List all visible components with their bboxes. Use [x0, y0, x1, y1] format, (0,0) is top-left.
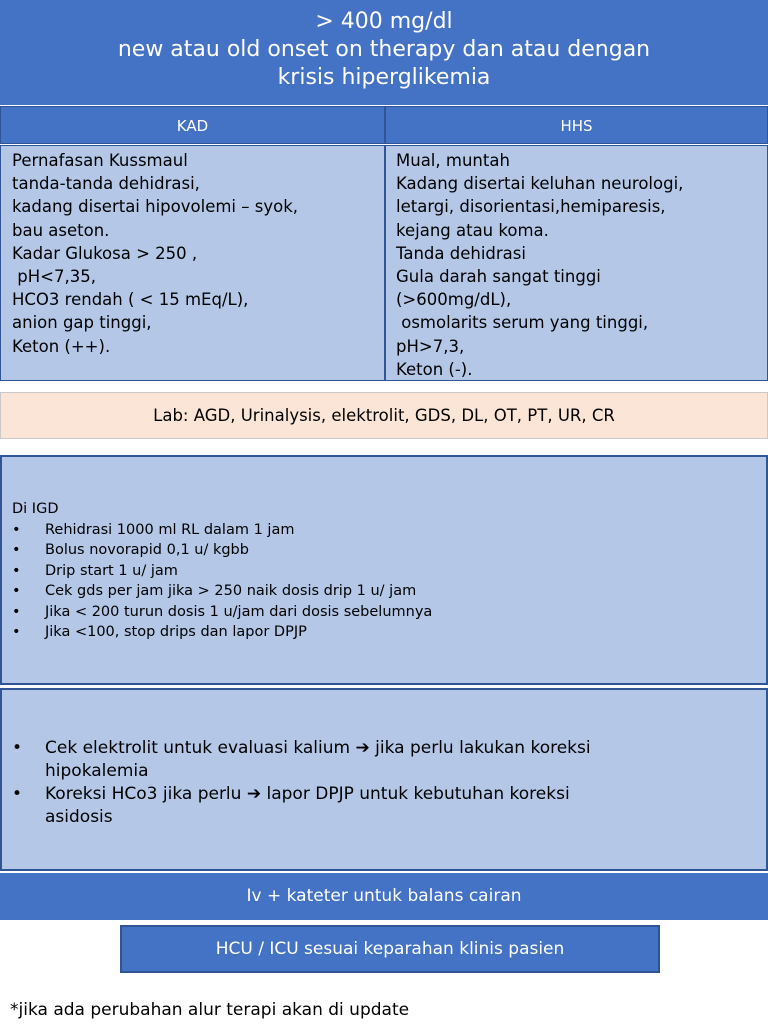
- hhs-line: pH>7,3,: [396, 336, 465, 356]
- kad-line: anion gap tinggi,: [12, 313, 152, 333]
- hcu-icu-box: HCU / ICU sesuai keparahan klinis pasien: [120, 925, 660, 973]
- bullet: •: [12, 521, 21, 538]
- hhs-line: Mual, muntah: [396, 151, 510, 170]
- igd-list-item: [12, 602, 766, 623]
- hhs-line: Tanda dehidrasi: [396, 243, 526, 263]
- kad-line: tanda-tanda dehidrasi,: [12, 174, 200, 194]
- kad-line: bau aseton.: [12, 220, 110, 240]
- bullet: •: [12, 624, 21, 640]
- kad-criteria-cell: [0, 145, 385, 381]
- hhs-line: Keton (-).: [396, 359, 473, 379]
- igd-list-item: [12, 581, 766, 602]
- correction-box: [0, 688, 768, 871]
- hhs-line: letargi, disorientasi,hemiparesis,: [396, 197, 666, 217]
- arrow-right-icon: ➔: [246, 784, 262, 804]
- correction-text: Cek elektrolit untuk evaluasi kalium: [45, 738, 356, 758]
- kad-line: Keton (++).: [12, 336, 111, 356]
- kad-line: kadang disertai hipovolemi – syok,: [12, 197, 298, 217]
- igd-item-text: Jika <100, stop drips dan lapor DPJP: [45, 624, 307, 640]
- hhs-line: Kadang disertai keluhan neurologi,: [396, 174, 684, 194]
- igd-list-item: [12, 561, 766, 582]
- igd-item-text: Rehidrasi 1000 ml RL dalam 1 jam: [45, 521, 295, 538]
- igd-item-text: Cek gds per jam jika > 250 naik dosis drip 1 u/ jam: [45, 583, 417, 599]
- bullet: •: [12, 738, 23, 758]
- correction-item-text: [45, 783, 570, 829]
- correction-list-item: [12, 783, 766, 829]
- header-line-1: > 400 mg/dl: [315, 9, 453, 34]
- kad-line: Kadar Glukosa > 250 ,: [12, 243, 198, 263]
- igd-list-item: [12, 540, 766, 561]
- header-line-2: new atau old onset on therapy dan atau dengan: [117, 37, 651, 62]
- igd-list-item: [12, 622, 766, 643]
- hhs-line: osmolarits serum yang tinggi,: [396, 313, 649, 333]
- correction-item-text: [45, 737, 591, 783]
- correction-text: hipokalemia: [45, 761, 149, 781]
- correction-text: jika perlu lakukan koreksi: [369, 738, 591, 758]
- igd-list-item: [12, 520, 766, 541]
- igd-title: Di IGD: [12, 501, 59, 517]
- kad-line: pH<7,35,: [12, 267, 96, 287]
- hhs-column-header: HHS: [385, 106, 768, 144]
- hhs-line: Gula darah sangat tinggi: [396, 267, 601, 287]
- bullet: •: [12, 603, 21, 620]
- igd-protocol-box: [0, 455, 768, 685]
- correction-list-item: [12, 737, 766, 783]
- header-line-3: krisis hiperglikemia: [277, 65, 491, 90]
- bullet: •: [12, 583, 21, 599]
- correction-text: Koreksi HCo3 jika perlu: [45, 784, 247, 804]
- arrow-right-icon: ➔: [355, 738, 370, 758]
- correction-text: lapor DPJP untuk kebutuhan koreksi: [261, 784, 570, 804]
- bullet: •: [12, 542, 21, 558]
- bullet: •: [12, 784, 23, 804]
- bullet: •: [12, 562, 21, 579]
- header-box: [0, 0, 768, 105]
- iv-catheter-box: Iv + kateter untuk balans cairan: [0, 873, 768, 920]
- lab-tests-box: Lab: AGD, Urinalysis, elektrolit, GDS, DL, OT, PT, UR, CR: [0, 392, 768, 439]
- kad-column-header: KAD: [0, 106, 385, 144]
- correction-text: asidosis: [45, 807, 113, 827]
- igd-item-text: Jika < 200 turun dosis 1 u/jam dari dosis sebelumnya: [45, 603, 433, 620]
- hhs-criteria-cell: [385, 145, 768, 381]
- footnote: *jika ada perubahan alur terapi akan di update: [10, 1000, 410, 1020]
- hhs-line: kejang atau koma.: [396, 220, 549, 240]
- igd-item-text: Bolus novorapid 0,1 u/ kgbb: [45, 542, 249, 558]
- hhs-line: (>600mg/dL),: [396, 290, 512, 310]
- kad-line: HCO3 rendah ( < 15 mEq/L),: [12, 290, 249, 310]
- igd-item-text: Drip start 1 u/ jam: [45, 562, 178, 579]
- kad-line: Pernafasan Kussmaul: [12, 151, 188, 170]
